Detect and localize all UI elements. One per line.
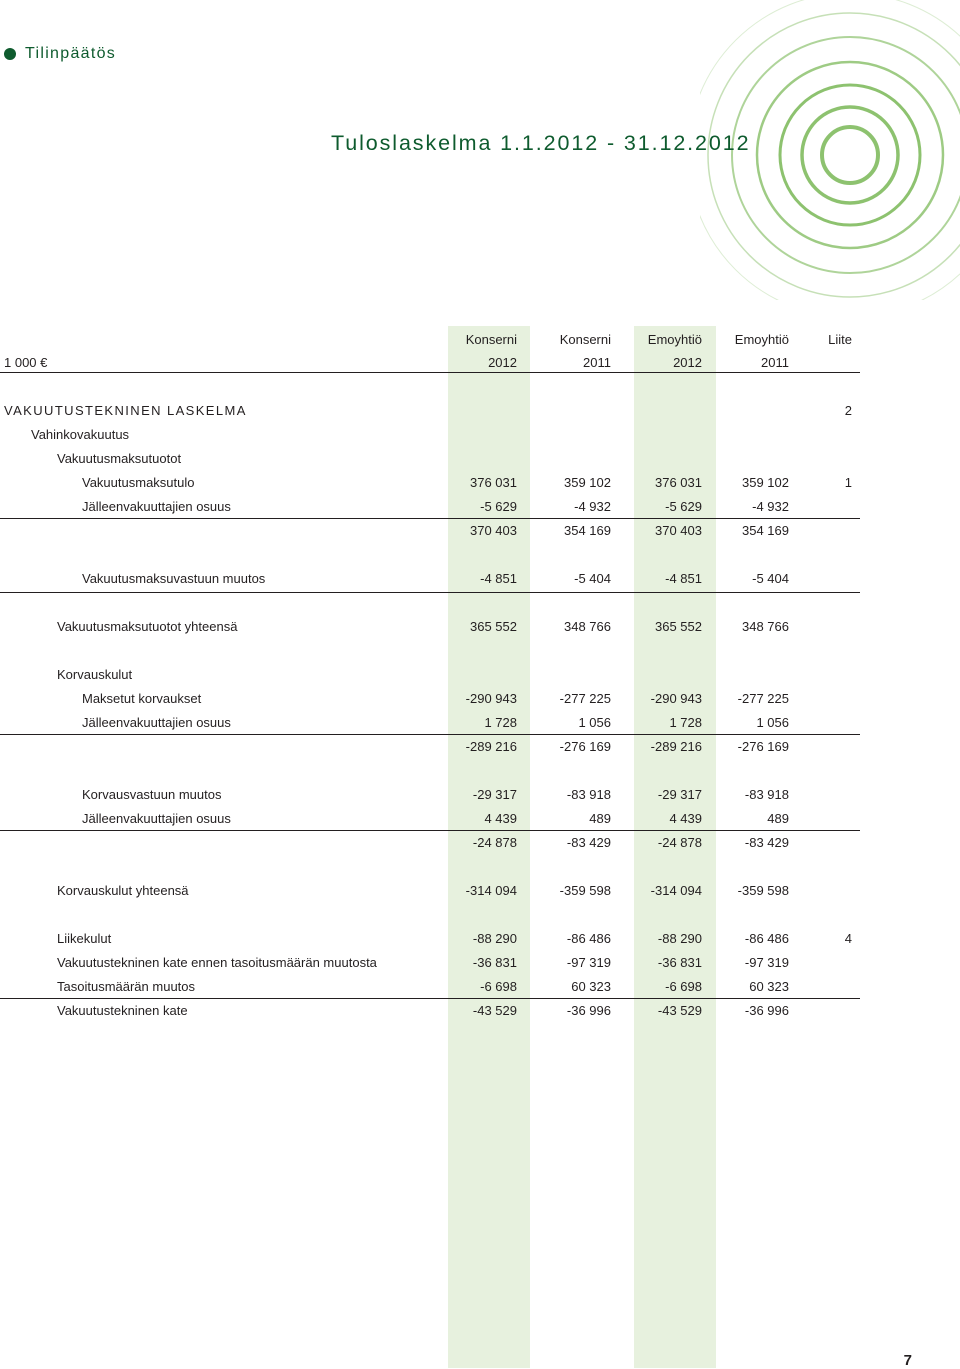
subtotal-value: -24 878 [657,835,702,850]
cell-value: 359 102 [742,475,789,490]
cell-value: -4 932 [574,499,611,514]
year-header: 2011 [583,355,611,370]
cell-value: -36 831 [472,955,517,970]
cell-value: -5 404 [574,571,611,586]
cell-value: 1 056 [756,715,789,730]
cell-value: -36 996 [566,1003,611,1018]
note-reference: 1 [844,475,852,490]
subsection-heading: Vahinkovakuutus [31,427,130,442]
subtotal-value: -276 169 [737,739,789,754]
row-label: Vakuutustekninen kate ennen tasoitusmäärän muutosta [57,955,377,970]
year-header: 2012 [673,355,702,370]
row-label: Liikekulut [57,931,112,946]
total-value: -359 598 [737,883,789,898]
cell-value: -29 317 [657,787,702,802]
cell-value: -88 290 [472,931,517,946]
total-value: 348 766 [742,619,789,634]
cell-value: 1 056 [578,715,611,730]
subtotal-value: -83 429 [744,835,789,850]
cell-value: -6 698 [665,979,702,994]
row-label: Maksetut korvaukset [82,691,202,706]
total-value: -359 598 [559,883,611,898]
subtotal-value: -289 216 [650,739,702,754]
cell-value: -4 851 [480,571,517,586]
subtotal-rule [0,518,860,519]
total-rule [0,592,860,593]
cell-value: -86 486 [744,931,789,946]
row-label: Korvausvastuun muutos [82,787,222,802]
subtotal-value: -276 169 [559,739,611,754]
cell-value: 4 439 [484,811,517,826]
cell-value: -277 225 [559,691,611,706]
cell-value: 60 323 [571,979,611,994]
subtotal-value: 354 169 [742,523,789,538]
subtotal-value: 354 169 [564,523,611,538]
row-label: Vakuutustekninen kate [57,1003,188,1018]
row-label: Tasoitusmäärän muutos [57,979,196,994]
total-rule [0,998,860,999]
total-row-label: Korvauskulut yhteensä [57,883,189,898]
subtotal-rule [0,734,860,735]
cell-value: 4 439 [669,811,702,826]
section-heading-vakuutustekninen-laskelma: VAKUUTUSTEKNINEN LASKELMA [4,403,247,418]
cell-value: -290 943 [650,691,702,706]
cell-value: 60 323 [749,979,789,994]
page-number: 7 [903,1352,912,1369]
note-reference: 2 [844,403,852,418]
section-bullet-icon [4,48,16,60]
group-heading: Vakuutusmaksutuotot [57,451,182,466]
column-group-header: Emoyhtiö [647,332,702,347]
section-header [4,45,116,63]
cell-value: -36 831 [657,955,702,970]
cell-value: -277 225 [737,691,789,706]
total-value: 365 552 [470,619,517,634]
note-column-header: Liite [828,332,852,347]
cell-value: -86 486 [566,931,611,946]
subtotal-value: -24 878 [472,835,517,850]
total-value: 365 552 [655,619,702,634]
column-group-header: Konserni [465,332,517,347]
year-header: 2012 [488,355,517,370]
total-value: -314 094 [465,883,517,898]
total-value: 348 766 [564,619,611,634]
subtotal-value: 370 403 [470,523,517,538]
cell-value: -4 932 [752,499,789,514]
cell-value: 489 [589,811,611,826]
row-label: Jälleenvakuuttajien osuus [82,811,231,826]
row-label: Jälleenvakuuttajien osuus [82,715,231,730]
page-title: Tuloslaskelma 1.1.2012 - 31.12.2012 [331,131,751,155]
row-label: Vakuutusmaksuvastuun muutos [82,571,266,586]
subtotal-value: -289 216 [465,739,517,754]
header-rule [0,372,860,373]
total-row-label: Vakuutusmaksutuotot yhteensä [57,619,238,634]
total-value: -314 094 [650,883,702,898]
cell-value: -43 529 [472,1003,517,1018]
cell-value: -4 851 [665,571,702,586]
row-label: Vakuutusmaksutulo [82,475,195,490]
note-reference: 4 [844,931,852,946]
cell-value: 376 031 [470,475,517,490]
subtotal-value: -83 429 [566,835,611,850]
cell-value: -5 629 [480,499,517,514]
unit-label: 1 000 € [4,355,48,370]
row-label: Jälleenvakuuttajien osuus [82,499,231,514]
cell-value: -36 996 [744,1003,789,1018]
cell-value: -290 943 [465,691,517,706]
column-group-header: Emoyhtiö [734,332,789,347]
cell-value: -5 629 [665,499,702,514]
cell-value: -5 404 [752,571,789,586]
cell-value: -83 918 [566,787,611,802]
year-header: 2011 [761,355,789,370]
column-group-header: Konserni [559,332,611,347]
cell-value: -43 529 [657,1003,702,1018]
cell-value: -83 918 [744,787,789,802]
section-label: Tilinpäätös [25,45,117,62]
cell-value: -97 319 [744,955,789,970]
cell-value: -88 290 [657,931,702,946]
cell-value: 359 102 [564,475,611,490]
cell-value: 1 728 [669,715,702,730]
cell-value: 376 031 [655,475,702,490]
subtotal-value: 370 403 [655,523,702,538]
cell-value: 1 728 [484,715,517,730]
cell-value: -29 317 [472,787,517,802]
group-heading: Korvauskulut [57,667,133,682]
subtotal-rule [0,830,860,831]
cell-value: -6 698 [480,979,517,994]
cell-value: 489 [767,811,789,826]
cell-value: -97 319 [566,955,611,970]
